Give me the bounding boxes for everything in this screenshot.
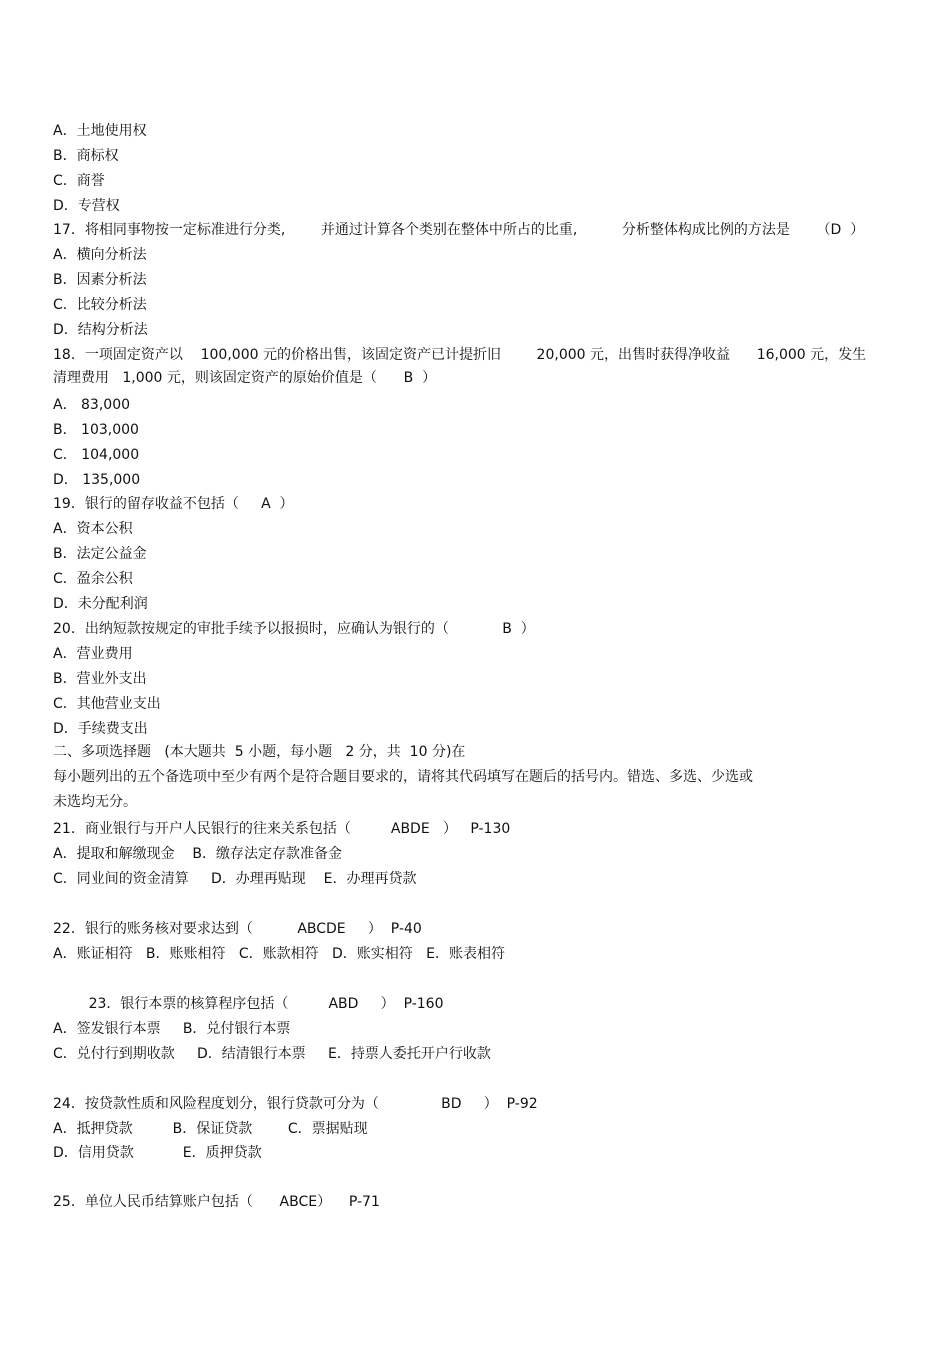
option-d-q16: D．专营权 (53, 198, 120, 214)
options-ab-q23: A．签发银行本票 B．兑付银行本票 (53, 1021, 291, 1037)
options-de-q24: D．信用贷款 E．质押贷款 (53, 1145, 262, 1161)
options-q22: A．账证相符 B．账账相符 C．账款相符 D．账实相符 E．账表相符 (53, 946, 505, 962)
option-b-q17: B．因素分析法 (53, 272, 147, 288)
option-c-q18: C． 104,000 (53, 447, 140, 463)
option-d-q20: D．手续费支出 (53, 721, 148, 737)
section-heading: 二、多项选择题 (本大题共 5 小题，每小题 2 分，共 10 分)在 (53, 744, 466, 760)
option-a-q20: A．营业费用 (53, 646, 133, 662)
question-19: 19．银行的留存收益不包括（ A ） (53, 496, 294, 512)
question-17: 17．将相同事物按一定标准进行分类, 并通过计算各个类别在整体中所占的比重, 分析整体构成比例的方法是 （D ） (53, 222, 865, 238)
option-b-q18: B． 103,000 (53, 422, 139, 438)
option-c-q17: C．比较分析法 (53, 297, 147, 313)
options-abc-q24: A．抵押贷款 B．保证贷款 C．票据贴现 (53, 1121, 368, 1137)
question-18-cont: 清理费用 1,000 元，则该固定资产的原始价值是（ B ） (53, 370, 437, 386)
options-ab-q21: A．提取和解缴现金 B．缴存法定存款准备金 (53, 846, 342, 862)
question-21: 21．商业银行与开户人民银行的往来关系包括（ ABDE ） P-130 (53, 821, 511, 837)
question-23: 23．银行本票的核算程序包括（ ABD ） P-160 (53, 996, 444, 1012)
question-18: 18．一项固定资产以 100,000 元的价格出售，该固定资产已计提折旧 20,000 元，出售时获得净收益 16,000 元，发生 (53, 347, 867, 363)
question-20: 20．出纳短款按规定的审批手续予以报损时，应确认为银行的（ B ） (53, 621, 535, 637)
section-instructions-cont: 未选均无分。 (53, 794, 137, 810)
question-25: 25．单位人民币结算账户包括（ ABCE） P-71 (53, 1194, 380, 1210)
option-d-q19: D．未分配利润 (53, 596, 148, 612)
option-c-q19: C．盈余公积 (53, 571, 133, 587)
option-a-q18: A． 83,000 (53, 397, 131, 413)
question-24: 24．按贷款性质和风险程度划分，银行贷款可分为（ BD ） P-92 (53, 1096, 538, 1112)
section-instructions: 每小题列出的五个备选项中至少有两个是符合题目要求的，请将其代码填写在题后的括号内。错选、多选、少选或 (53, 769, 753, 785)
option-a-q16: A．土地使用权 (53, 123, 147, 139)
option-c-q16: C．商誉 (53, 173, 105, 189)
question-22: 22．银行的账务核对要求达到（ ABCDE ） P-40 (53, 921, 422, 937)
option-b-q16: B．商标权 (53, 148, 119, 164)
options-cde-q23: C．兑付行到期收款 D．结清银行本票 E．持票人委托开户行收款 (53, 1046, 491, 1062)
option-d-q17: D．结构分析法 (53, 322, 148, 338)
option-a-q17: A．横向分析法 (53, 247, 147, 263)
option-a-q19: A．资本公积 (53, 521, 133, 537)
option-b-q19: B．法定公益金 (53, 546, 147, 562)
option-c-q20: C．其他营业支出 (53, 696, 161, 712)
option-d-q18: D． 135,000 (53, 472, 141, 488)
options-cde-q21: C．同业间的资金清算 D．办理再贴现 E．办理再贷款 (53, 871, 417, 887)
option-b-q20: B．营业外支出 (53, 671, 147, 687)
